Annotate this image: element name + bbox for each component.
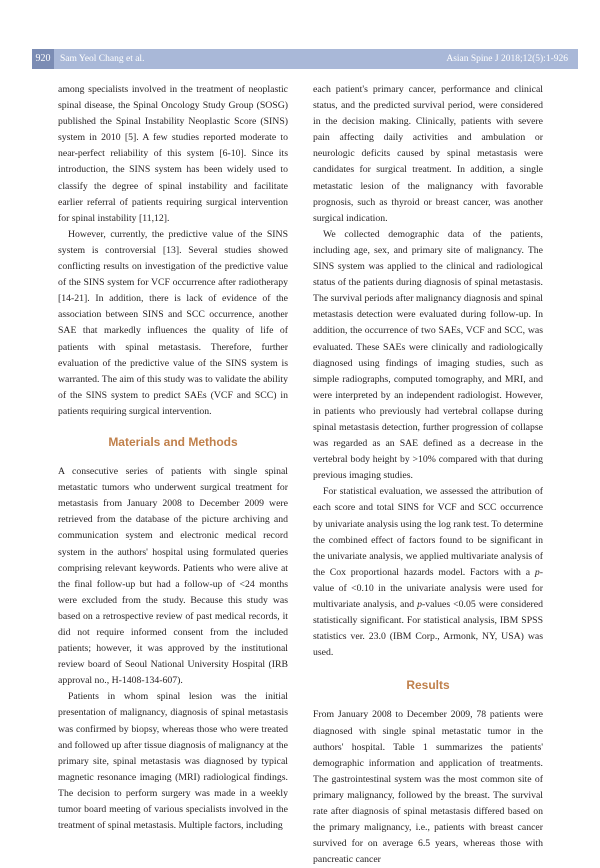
text-run: -value of <0.10 in the univariate analysis were used for multivariate analysis, and [313,566,543,610]
italic-p: p [417,599,422,610]
running-header [32,49,578,69]
left-column [58,82,288,834]
running-header-journal: Asian Spine J 2018;12(5):1-926 [446,54,568,64]
paragraph: Patients in whom spinal lesion was the initial presentation of malignancy, diagnosis of spinal metastasis was confirmed by biopsy, whereas those who were treated and followed up after tissue diagnosis of malignancy at the primary site, spinal metastasis was diagnosed by typical magnetic resonance imaging (MRI) radiological findings. The decision to perform surgery was made in a weekly tumor board meeting of various specialists involved in the treatment of spinal metastasis. Multiple factors, including [58,691,288,832]
page-number: 920 [32,49,54,69]
paragraph: A consecutive series of patients with single spinal metastatic tumors who underwent surgical treatment for metastasis from January 2008 to December 2009 were retrieved from the database of the picture archiving and communication system and electronic medical record system in the authors' hospital using formulated queries comprising relevant keywords. Patients who were alive at the final follow-up but had a follow-up of <24 months were excluded from the study. Because this study was based on a retrospective review of past medical records, it did not require informed consent from the included patients; however, it was approved by the institutional review board of Seoul National University Hospital (IRB approval no., H-1408-134-607). [58,466,288,687]
paragraph-statistics [313,484,543,661]
paragraph: From January 2008 to December 2009, 78 patients were diagnosed with single spinal metastatic tumor in the authors' hospital. Table 1 summarizes the patients' demographic information and application of treatments. The gastrointestinal system was the most common site of primary malignancy, followed by the breast. The survival rate after diagnosis of spinal metastasis differed based on the primary malignancy, i.e., patients with breast cancer survived for on average 6.5 years, whereas those with pancreatic cancer [313,709,543,866]
section-heading-results: Results [406,678,450,693]
right-column [313,82,543,868]
text-run: -values <0.05 were considered statistically significant. For statistical analysis, IBM SPSS statistics ver. 23.0 (IBM Corp., Armonk, NY, USA) was used. [313,599,543,659]
paragraph: each patient's primary cancer, performance and clinical status, and the predicted survival period, were considered in the decision making. Clinically, patients with severe pain affecting daily activities and ambulation or neurologic deficits caused by spinal metastasis were candidates for surgical treatment. In addition, a single metastatic lesion of the malignancy with favorable prognosis, such as thyroid or breast cancer, was another surgical indication. [313,84,543,224]
text-run: For statistical evaluation, we assessed the attribution of each score and total SINS for VCF and SCC occurrence by univariate analysis using the log rank test. To determine the combined effect of factors found to be significant in the univariate analysis, we applied multivariate analysis of the Cox proportional hazards model. Factors with a [313,486,543,578]
running-header-authors: Sam Yeol Chang et al. [60,54,145,64]
paragraph: However, currently, the predictive value of the SINS system is controversial [13]. Several studies showed conflicting results on investigation of the predictive value of the SINS system for VCF occurrence after radiotherapy [14-21]. In addition, there is lack of evidence of the association between SINS and SCC occurrence, another SAE that markedly influences the quality of life of patients with spinal metastasis. Therefore, further evaluation of the predictive value of the SINS system is warranted. The aim of this study was to validate the ability of the SINS system to predict SAEs (VCF and SCC) in patients requiring surgical intervention. [58,228,288,417]
paragraph: We collected demographic data of the patients, including age, sex, and primary site of malignancy. The SINS system was applied to the clinical and radiological status of the patients during diagnosis of spinal metastasis. The survival periods after malignancy diagnosis and spinal metastasis detection were evaluated during follow-up. In addition, the occurrence of two SAEs, VCF and SCC, was evaluated. These SAEs were clinically and radiologically diagnosed using findings of imaging studies, such as simple radiographs, computed tomography, and MRI, and were interpreted by an independent radiologist. However, in patients who previously had vertebral collapse during spinal metastasis detection, further progression of collapse was regarded as an SAE defined as a decrease in the vertebral body height by >10% compared with that during previous imaging studies. [313,228,543,482]
section-heading-materials-methods: Materials and Methods [108,434,238,449]
italic-p: p [534,566,540,578]
paragraph: among specialists involved in the treatment of neoplastic spinal disease, the Spinal Oncology Study Group (SOSG) published the Spinal Instability Neoplastic Score (SINS) system in 2010 [5]. A few studies reported moderate to near-perfect reliability of this system [6-10]. Since its introduction, the SINS system has been widely used to classify the degree of spinal instability and facilitate earlier referral of patients requiring surgical intervention for spinal instability [11,12]. [58,84,288,224]
